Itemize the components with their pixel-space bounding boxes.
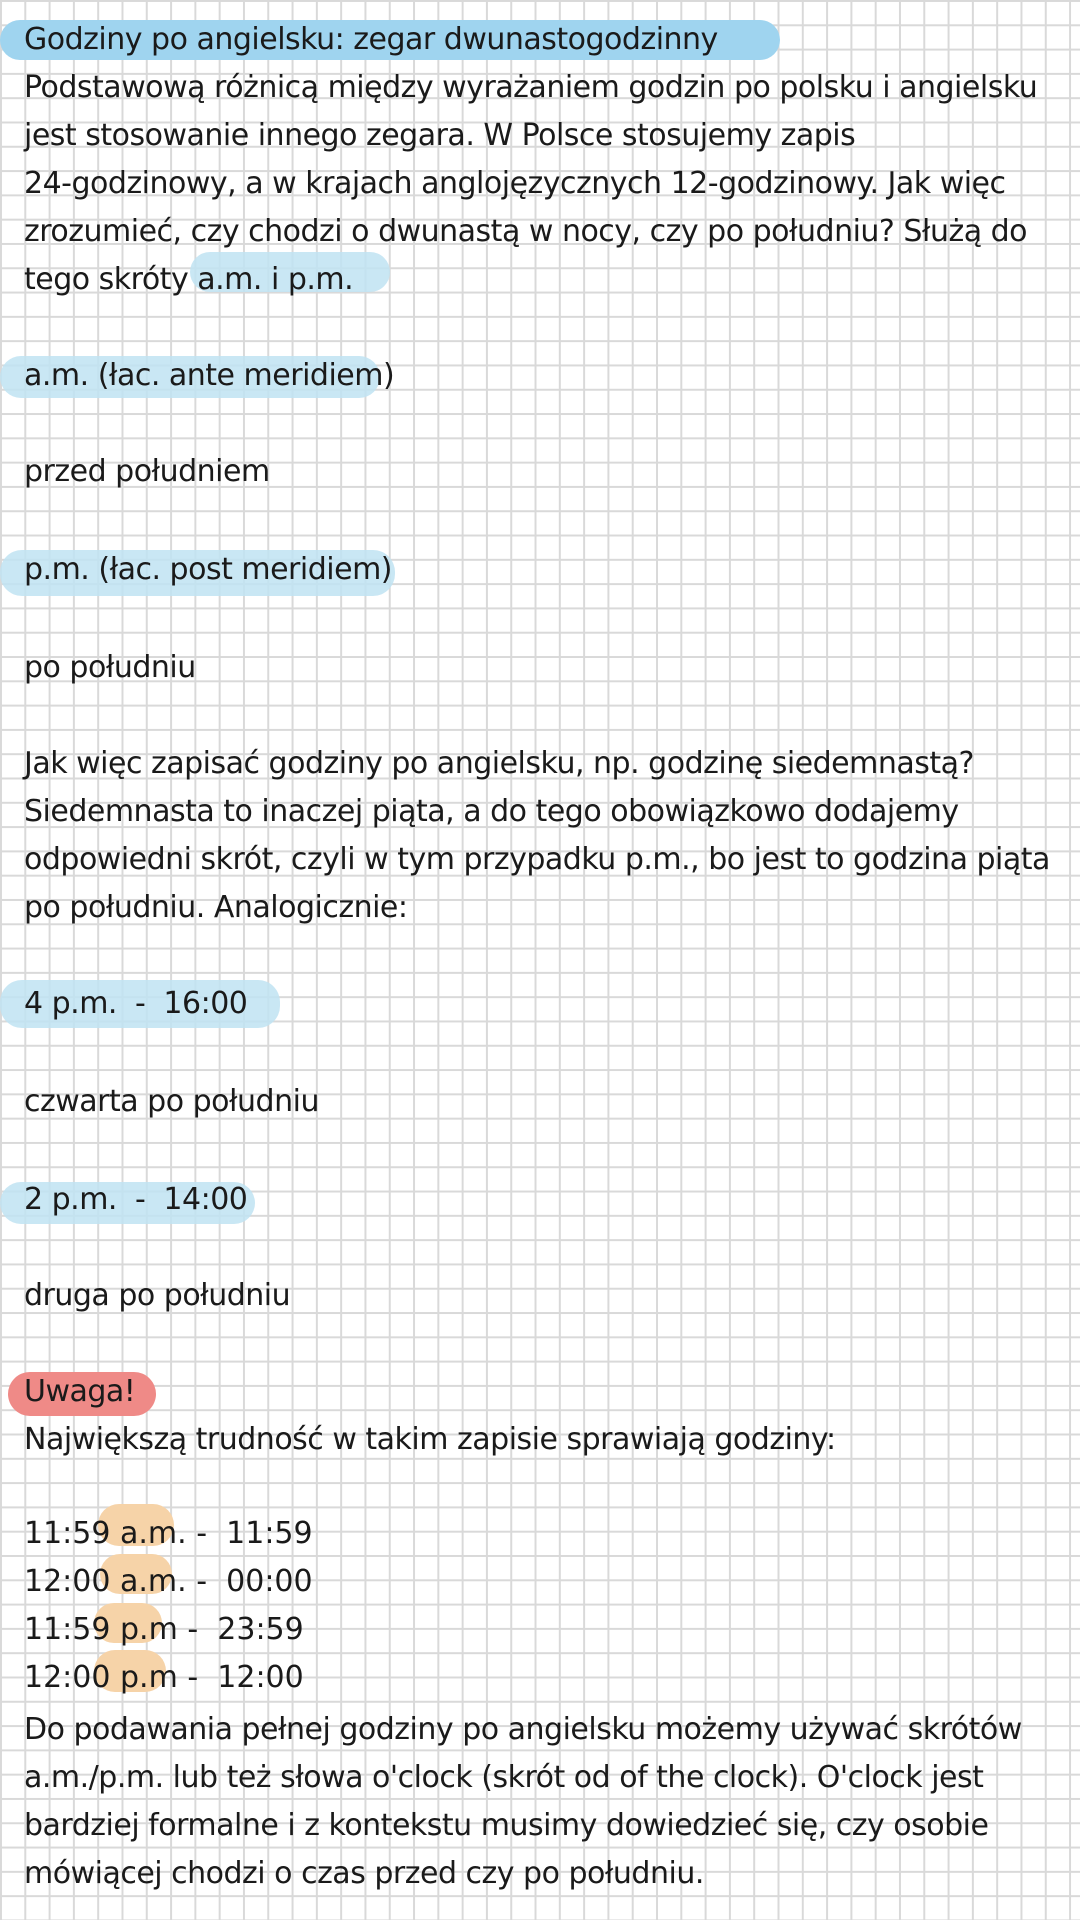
time-value: 12:00 xyxy=(24,1660,111,1695)
time-row xyxy=(24,1606,304,1654)
time-value: 12:00 xyxy=(24,1564,111,1599)
example2-meaning: druga po południu xyxy=(24,1278,291,1313)
intro-line-4: zrozumieć, czy chodzi o dwunastą w nocy, czy po południu? Służą do xyxy=(24,214,1028,249)
explain-line-4: po południu. Analogicznie: xyxy=(24,890,408,925)
pm-meaning: po południu xyxy=(24,650,196,685)
closing-line-1: Do podawania pełnej godziny po angielsku możemy używać skrótów xyxy=(24,1712,1022,1747)
closing-line-3: bardziej formalne i z kontekstu musimy dowiedzieć się, czy osobie xyxy=(24,1808,989,1843)
intro-line-5: tego skróty a.m. i p.m. xyxy=(24,262,354,297)
time-value: 11:59 xyxy=(24,1612,111,1647)
example1: 4 p.m. - 16:00 xyxy=(24,986,248,1021)
time-suffix: p.m xyxy=(120,1660,178,1695)
time-equivalent: - 12:00 xyxy=(187,1660,304,1695)
page-title: Godziny po angielsku: zegar dwunastogodzinny xyxy=(24,22,718,57)
am-meaning: przed południem xyxy=(24,454,270,489)
warning-label: Uwaga! xyxy=(24,1374,136,1409)
time-suffix: a.m. xyxy=(120,1564,187,1599)
example1-meaning: czwarta po południu xyxy=(24,1084,319,1119)
explain-line-1: Jak więc zapisać godziny po angielsku, np. godzinę siedemnastą? xyxy=(24,746,974,781)
closing-line-4: mówiącej chodzi o czas przed czy po południu. xyxy=(24,1856,704,1891)
time-suffix: p.m xyxy=(120,1612,178,1647)
explain-line-3: odpowiedni skrót, czyli w tym przypadku p.m., bo jest to godzina piąta xyxy=(24,842,1050,877)
intro-line-1: Podstawową różnicą między wyrażaniem godzin po polsku i angielsku xyxy=(24,70,1038,105)
pm-term: p.m. (łac. post meridiem) xyxy=(24,552,392,587)
example2: 2 p.m. - 14:00 xyxy=(24,1182,248,1217)
intro-line-2: jest stosowanie innego zegara. W Polsce stosujemy zapis xyxy=(24,118,856,153)
time-value: 11:59 xyxy=(24,1516,111,1551)
time-equivalent: - 00:00 xyxy=(196,1564,313,1599)
intro-line-3: 24-godzinowy, a w krajach anglojęzycznych 12-godzinowy. Jak więc xyxy=(24,166,1006,201)
time-row xyxy=(24,1510,313,1558)
explain-line-2: Siedemnasta to inaczej piąta, a do tego obowiązkowo dodajemy xyxy=(24,794,959,829)
warning-text: Największą trudność w takim zapisie sprawiają godziny: xyxy=(24,1422,836,1457)
time-row xyxy=(24,1558,313,1606)
time-equivalent: - 23:59 xyxy=(187,1612,304,1647)
time-row xyxy=(24,1654,304,1702)
time-equivalent: - 11:59 xyxy=(196,1516,313,1551)
am-term: a.m. (łac. ante meridiem) xyxy=(24,358,395,393)
closing-line-2: a.m./p.m. lub też słowa o'clock (skrót od of the clock). O'clock jest xyxy=(24,1760,984,1795)
time-suffix: a.m. xyxy=(120,1516,187,1551)
